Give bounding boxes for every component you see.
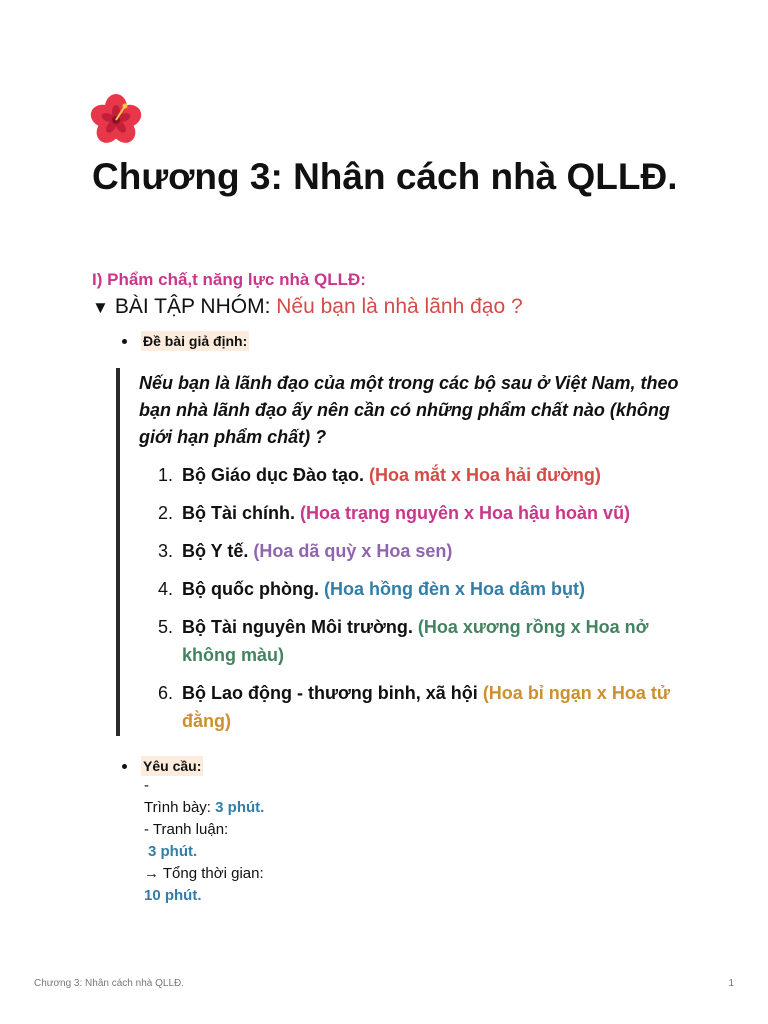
ministry-name: Bộ Lao động - thương binh, xã hội <box>182 683 478 703</box>
total-time: 10 phút. <box>144 887 202 904</box>
list-item <box>122 756 203 776</box>
item-number: 3. <box>157 541 173 561</box>
ministry-flowers: (Hoa bỉ ngạn x Hoa tử đằng) <box>182 683 670 731</box>
page-title: Chương 3: Nhân cách nhà QLLĐ. <box>92 156 678 197</box>
ministry-flowers: (Hoa mắt x Hoa hải đường) <box>369 465 601 485</box>
page-footer <box>34 978 734 989</box>
ministry-name: Bộ Giáo dục Đào tạo. <box>182 465 365 485</box>
bullet-icon <box>122 339 127 344</box>
toggle-label: BÀI TẬP NHÓM: <box>114 295 271 318</box>
item-number: 6. <box>157 683 173 703</box>
triangle-down-icon[interactable]: ▼ <box>92 298 109 317</box>
ministry-item <box>139 537 679 565</box>
ministry-item <box>139 679 679 735</box>
toggle-group-exercise[interactable] <box>92 292 523 323</box>
ministry-name: Bộ Tài nguyên Môi trường. <box>182 617 413 637</box>
item-number: 2. <box>157 503 173 523</box>
ministry-name: Bộ Tài chính. <box>182 503 296 523</box>
ministry-name: Bộ Y tế. <box>182 541 249 561</box>
section-heading: I) Phẩm chấ,t năng lực nhà QLLĐ: <box>92 270 366 289</box>
ministry-name: Bộ quốc phòng. <box>182 579 319 599</box>
bullet-icon <box>122 764 127 769</box>
ministry-flowers: (Hoa trạng nguyên x Hoa hậu hoàn vũ) <box>300 503 631 523</box>
present-label: Trình bày: <box>144 799 211 816</box>
dash-line: - <box>144 777 149 794</box>
requirements-block <box>144 775 544 907</box>
quote-bar <box>116 368 120 736</box>
item-number: 5. <box>157 617 173 637</box>
debate-label: - Tranh luận: <box>144 821 229 838</box>
present-time: 3 phút. <box>215 799 265 816</box>
ministry-flowers: (Hoa hồng đèn x Hoa dâm bụt) <box>323 579 585 599</box>
footer-title: Chương 3: Nhân cách nhà QLLĐ. <box>34 978 185 989</box>
highlighted-label: Đề bài giả định: <box>143 333 248 349</box>
item-number: 4. <box>157 579 173 599</box>
present-line <box>144 797 544 819</box>
ministry-item <box>139 575 679 603</box>
ministry-flowers: (Hoa dã quỳ x Hoa sen) <box>253 541 453 561</box>
item-number: 1. <box>157 465 173 485</box>
quote-text: Nếu bạn là lãnh đạo của một trong các bộ sau ở Việt Nam, theo bạn nhà lãnh đạo ấy nên cần có những phẩm chất nào (không giới hạn phẩm chất) ? <box>139 373 679 447</box>
toggle-question: Nếu bạn là nhà lãnh đạo ? <box>276 295 523 318</box>
highlighted-label: Yêu cầu: <box>143 758 202 774</box>
list-item <box>122 331 249 351</box>
ministry-item <box>139 461 679 489</box>
hibiscus-icon <box>88 92 144 148</box>
ministry-item <box>139 499 679 527</box>
debate-time: 3 phút. <box>148 843 198 860</box>
ministry-flowers: (Hoa xương rồng x Hoa nở không màu) <box>182 617 649 665</box>
ministry-list <box>139 461 679 745</box>
page-number: 1 <box>728 978 734 989</box>
total-label: → Tổng thời gian: <box>144 865 264 882</box>
ministry-item <box>139 613 679 669</box>
